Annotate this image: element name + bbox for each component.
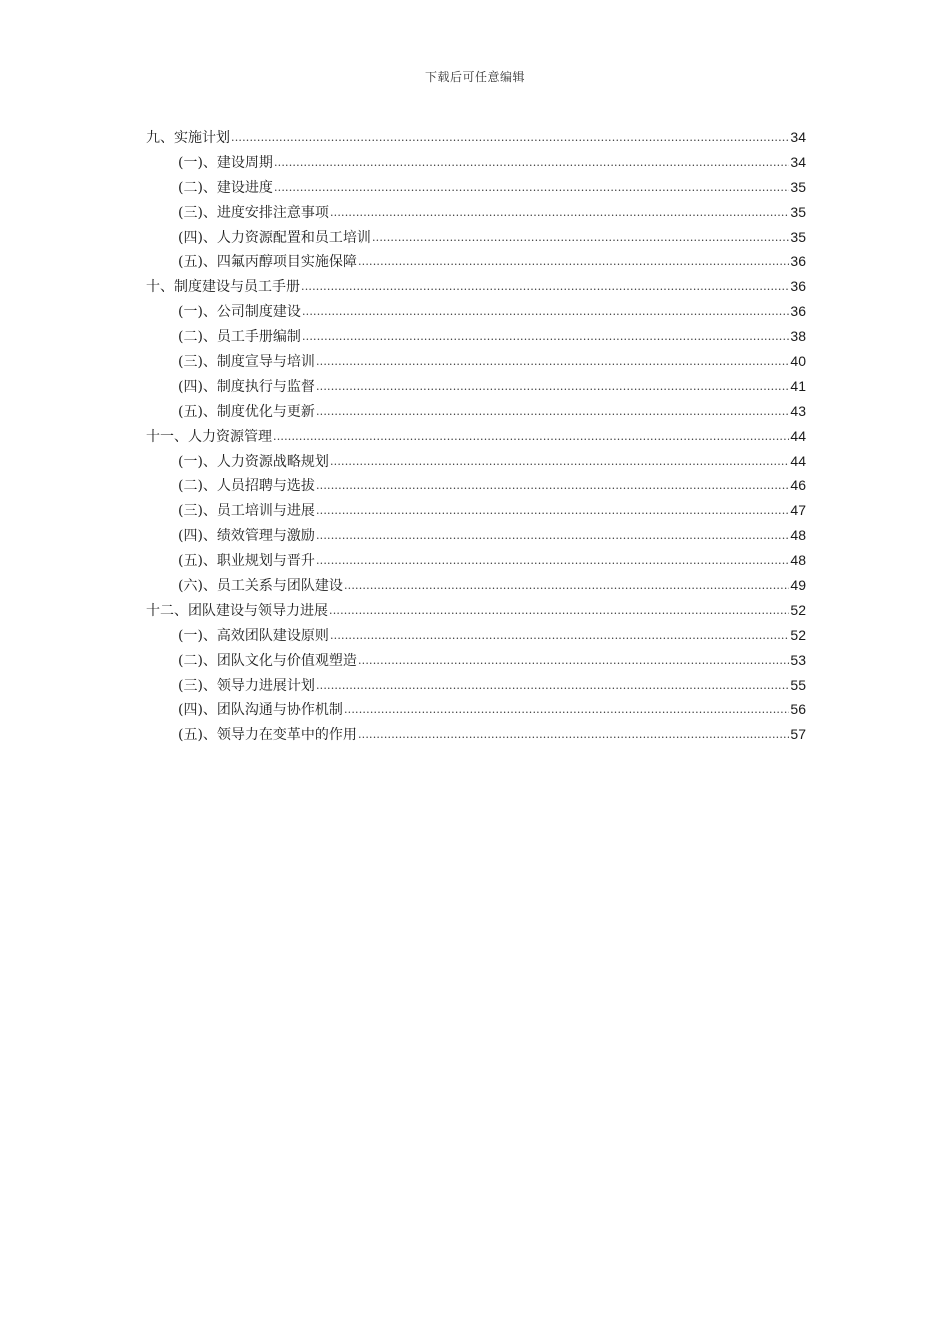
toc-entry-title: 九、实施计划 (146, 130, 230, 146)
toc-dot-leader (316, 499, 789, 524)
toc-entry-title: (五)、制度优化与更新 (178, 403, 315, 420)
toc-section-entry[interactable] (146, 722, 806, 747)
toc-dot-leader (316, 400, 789, 425)
toc-entry-title: (一)、高效团队建设原则 (178, 627, 329, 644)
toc-entry-title: (四)、团队沟通与协作机制 (178, 702, 343, 719)
toc-dot-leader (330, 201, 789, 226)
toc-dot-leader (274, 151, 789, 176)
toc-dot-leader (302, 300, 789, 325)
toc-dot-leader (316, 524, 789, 549)
toc-dot-leader (358, 723, 789, 748)
toc-page-number: 43 (790, 402, 806, 419)
toc-entry-title: (一)、公司制度建设 (178, 304, 301, 321)
toc-section-entry[interactable] (146, 399, 806, 424)
toc-entry-title: (一)、人力资源战略规划 (178, 453, 329, 470)
toc-section-entry[interactable] (146, 225, 806, 250)
toc-entry-title: (二)、员工手册编制 (178, 329, 301, 346)
toc-page-number: 35 (790, 178, 806, 195)
toc-entry-title: (二)、建设进度 (178, 179, 273, 196)
toc-page-number: 36 (790, 303, 806, 320)
toc-entry-title: (五)、职业规划与晋升 (178, 553, 315, 570)
toc-dot-leader (301, 275, 789, 300)
toc-section-entry[interactable] (146, 299, 806, 324)
toc-section-entry[interactable] (146, 648, 806, 673)
toc-dot-leader (316, 474, 789, 499)
toc-page-number: 34 (790, 129, 806, 145)
toc-dot-leader (329, 599, 789, 624)
toc-page-number: 38 (790, 328, 806, 345)
toc-entry-title: 十二、团队建设与领导力进展 (146, 602, 328, 619)
toc-dot-leader (274, 176, 789, 201)
toc-section-entry[interactable] (146, 523, 806, 548)
toc-page-number: 57 (790, 726, 806, 743)
toc-chapter-entry[interactable] (146, 274, 806, 299)
toc-dot-leader (316, 674, 789, 699)
toc-entry-title: (三)、员工培训与进展 (178, 503, 315, 520)
toc-dot-leader (302, 325, 789, 350)
toc-entry-title: (六)、员工关系与团队建设 (178, 578, 343, 595)
toc-entry-title: (三)、领导力进展计划 (178, 677, 315, 694)
toc-page-number: 52 (790, 601, 806, 618)
toc-page-number: 52 (790, 626, 806, 643)
toc-page-number: 53 (790, 651, 806, 668)
toc-section-entry[interactable] (146, 249, 806, 274)
toc-page-number: 40 (790, 353, 806, 370)
toc-page-number: 41 (790, 377, 806, 394)
toc-dot-leader (316, 549, 789, 574)
toc-chapter-entry[interactable] (146, 424, 806, 449)
toc-page-number: 36 (790, 253, 806, 270)
toc-entry-title: (四)、制度执行与监督 (178, 378, 315, 395)
toc-entry-title: (四)、绩效管理与激励 (178, 528, 315, 545)
toc-page-number: 36 (790, 278, 806, 295)
toc-section-entry[interactable] (146, 324, 806, 349)
toc-dot-leader (273, 425, 789, 450)
toc-section-entry[interactable] (146, 349, 806, 374)
toc-section-entry[interactable] (146, 449, 806, 474)
toc-dot-leader (316, 375, 789, 400)
toc-page-number: 48 (790, 527, 806, 544)
toc-page-number: 48 (790, 552, 806, 569)
toc-dot-leader (330, 624, 789, 649)
toc-section-entry[interactable] (146, 150, 806, 175)
toc-chapter-entry[interactable] (146, 598, 806, 623)
toc-entry-title: (三)、制度宣导与培训 (178, 354, 315, 371)
toc-dot-leader (358, 649, 789, 674)
toc-page-number: 56 (790, 701, 806, 718)
toc-section-entry[interactable] (146, 623, 806, 648)
toc-entry-title: (五)、四氟丙醇项目实施保障 (178, 254, 357, 271)
toc-section-entry[interactable] (146, 673, 806, 698)
toc-chapter-entry[interactable] (146, 125, 806, 150)
toc-section-entry[interactable] (146, 175, 806, 200)
toc-entry-title: (二)、团队文化与价值观塑造 (178, 652, 357, 669)
toc-page-number: 46 (790, 477, 806, 494)
toc-dot-leader (231, 126, 789, 151)
page-header: 下载后可任意编辑 (424, 70, 525, 84)
toc-section-entry[interactable] (146, 374, 806, 399)
toc-entry-title: (一)、建设周期 (178, 154, 273, 171)
toc-section-entry[interactable] (146, 573, 806, 598)
toc-page-number: 47 (790, 502, 806, 519)
toc-section-entry[interactable] (146, 548, 806, 573)
toc-entry-title: 十一、人力资源管理 (146, 428, 272, 445)
toc-dot-leader (372, 226, 789, 251)
toc-section-entry[interactable] (146, 200, 806, 225)
toc-entry-title: (三)、进度安排注意事项 (178, 204, 329, 221)
toc-entry-title: (四)、人力资源配置和员工培训 (178, 229, 371, 246)
toc-dot-leader (330, 450, 789, 475)
toc-page-number: 44 (790, 452, 806, 469)
toc-dot-leader (344, 698, 789, 723)
table-of-contents (146, 125, 806, 747)
toc-dot-leader (344, 574, 789, 599)
toc-page-number: 49 (790, 577, 806, 594)
toc-section-entry[interactable] (146, 473, 806, 498)
toc-page-number: 44 (790, 427, 806, 444)
toc-section-entry[interactable] (146, 498, 806, 523)
toc-page-number: 35 (790, 228, 806, 245)
toc-entry-title: (五)、领导力在变革中的作用 (178, 727, 357, 744)
toc-page-number: 34 (790, 153, 806, 170)
toc-section-entry[interactable] (146, 697, 806, 722)
toc-page-number: 55 (790, 676, 806, 693)
toc-page-number: 35 (790, 203, 806, 220)
toc-entry-title: (二)、人员招聘与选拔 (178, 478, 315, 495)
toc-dot-leader (358, 250, 789, 275)
toc-entry-title: 十、制度建设与员工手册 (146, 279, 300, 296)
toc-dot-leader (316, 350, 789, 375)
